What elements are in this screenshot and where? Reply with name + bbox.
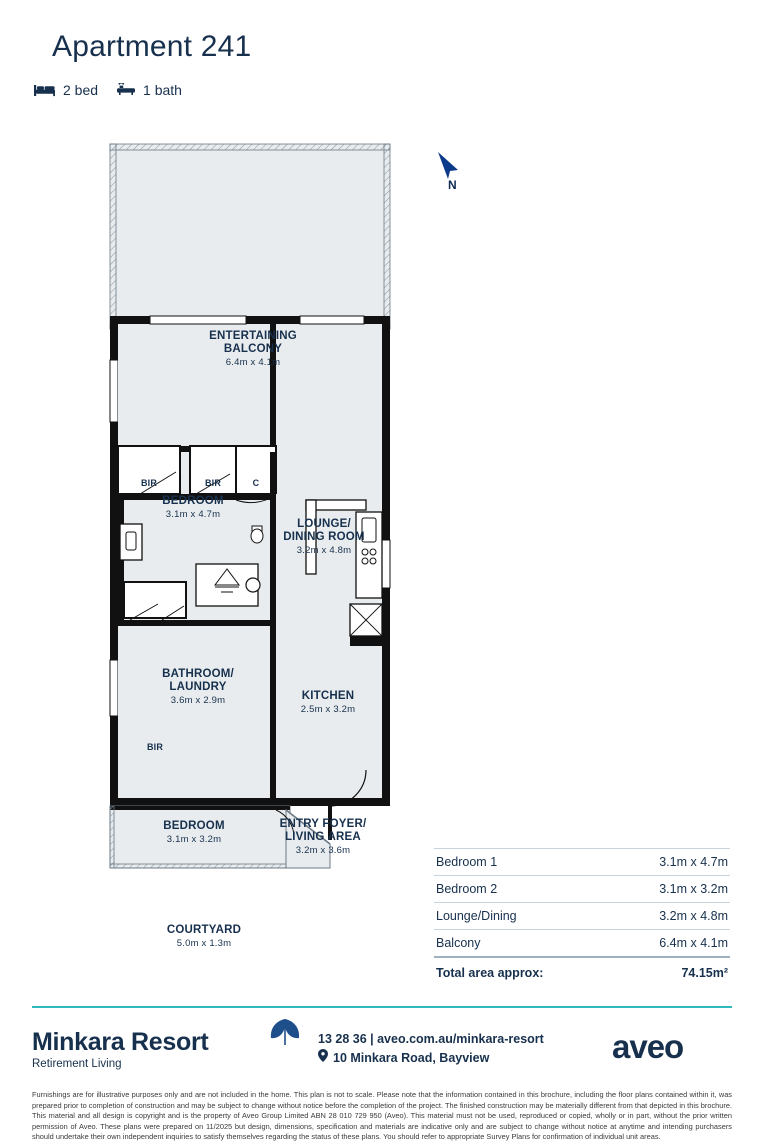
- room-label-bedroom-1: BEDROOM 3.1m x 4.7m: [162, 495, 224, 521]
- map-pin-icon: [318, 1049, 328, 1068]
- schedule-value: 3.1m x 4.7m: [659, 855, 728, 869]
- bed-icon: [34, 83, 56, 97]
- schedule-label: Lounge/Dining: [436, 909, 517, 923]
- phone-web-line[interactable]: 13 28 36 | aveo.com.au/minkara-resort: [318, 1032, 544, 1046]
- brand-block: [32, 1028, 208, 1070]
- compass-north-label: N: [448, 178, 457, 192]
- page-title: Apartment 241: [52, 30, 252, 63]
- spec-summary: [34, 82, 182, 98]
- address-line: [318, 1049, 544, 1068]
- room-label-kitchen: KITCHEN 2.5m x 3.2m: [300, 690, 356, 716]
- closet-label-bir-2: BIR: [204, 478, 222, 488]
- room-label-courtyard: COURTYARD 5.0m x 1.3m: [166, 924, 242, 950]
- total-area-value: 74.15m²: [681, 966, 728, 980]
- bath-spec: [116, 82, 182, 98]
- schedule-label: Bedroom 1: [436, 855, 498, 869]
- closet-label-bir-1: BIR: [140, 478, 158, 488]
- bath-count-label: 1 bath: [143, 82, 182, 98]
- bed-spec: [34, 82, 98, 98]
- schedule-label: Balcony: [436, 936, 481, 950]
- brand-tagline: Retirement Living: [32, 1058, 122, 1070]
- area-schedule-table: [434, 848, 730, 986]
- room-label-entry-foyer: ENTRY FOYER/ LIVING AREA 3.2m x 3.6m: [279, 818, 367, 857]
- room-label-bedroom-2: BEDROOM 3.1m x 3.2m: [163, 820, 225, 846]
- disclaimer-text: Furnishings are for illustrative purposes only and are not included in the home. This plan is not to scale. Please note that the information contained in this brochure, including the floor plans contained within it, was prepared prior to completion of construction and may be subject to change without notice before the completion of the project. The finished construction may be materially different from that depicted in this brochure. This material and all design is copyright and is the property of Aveo Group Limited ABN 28 010 729 950 (Aveo). This material must not be used, reproduced or copied, wholly or in part, without the prior written permission of Aveo. These plans were prepared on 11/2025 but design, dimensions, specification and materials are indicative only and are subject to change without notice at anytime and intending purchasers should undertake their own independent inquiries to satisfy themselves regarding the status of these plans. You should refer to appropriate Survey Plans for confirmation of individual unit areas.: [32, 1090, 732, 1142]
- table-row: [434, 903, 730, 930]
- total-area-label: Total area approx:: [436, 966, 544, 980]
- closet-label-c: C: [252, 478, 260, 488]
- schedule-value: 3.2m x 4.8m: [659, 909, 728, 923]
- table-row-total: [434, 958, 730, 986]
- schedule-label: Bedroom 2: [436, 882, 498, 896]
- floor-plan-drawing: [0, 120, 764, 880]
- room-label-balcony: ENTERTAINING BALCONY 6.4m x 4.1m: [209, 330, 297, 369]
- bath-icon: [116, 83, 136, 97]
- contact-block: [318, 1030, 544, 1069]
- table-row: [434, 930, 730, 958]
- room-label-bathroom-laundry: BATHROOM/ LAUNDRY 3.6m x 2.9m: [162, 668, 234, 707]
- brand-name: Minkara Resort: [32, 1028, 209, 1056]
- leaf-logo-icon: [268, 1018, 302, 1051]
- schedule-value: 6.4m x 4.1m: [659, 936, 728, 950]
- bed-count-label: 2 bed: [63, 82, 99, 98]
- address-text: 10 Minkara Road, Bayview: [333, 1051, 490, 1066]
- table-row: [434, 848, 730, 876]
- table-row: [434, 876, 730, 903]
- room-label-lounge-dining: LOUNGE/ DINING ROOM 3.2m x 4.8m: [283, 518, 365, 557]
- closet-label-bir-3: BIR: [146, 742, 164, 752]
- aveo-logo: aveo: [612, 1028, 684, 1065]
- schedule-value: 3.1m x 3.2m: [659, 882, 728, 896]
- footer-divider: [32, 1006, 732, 1008]
